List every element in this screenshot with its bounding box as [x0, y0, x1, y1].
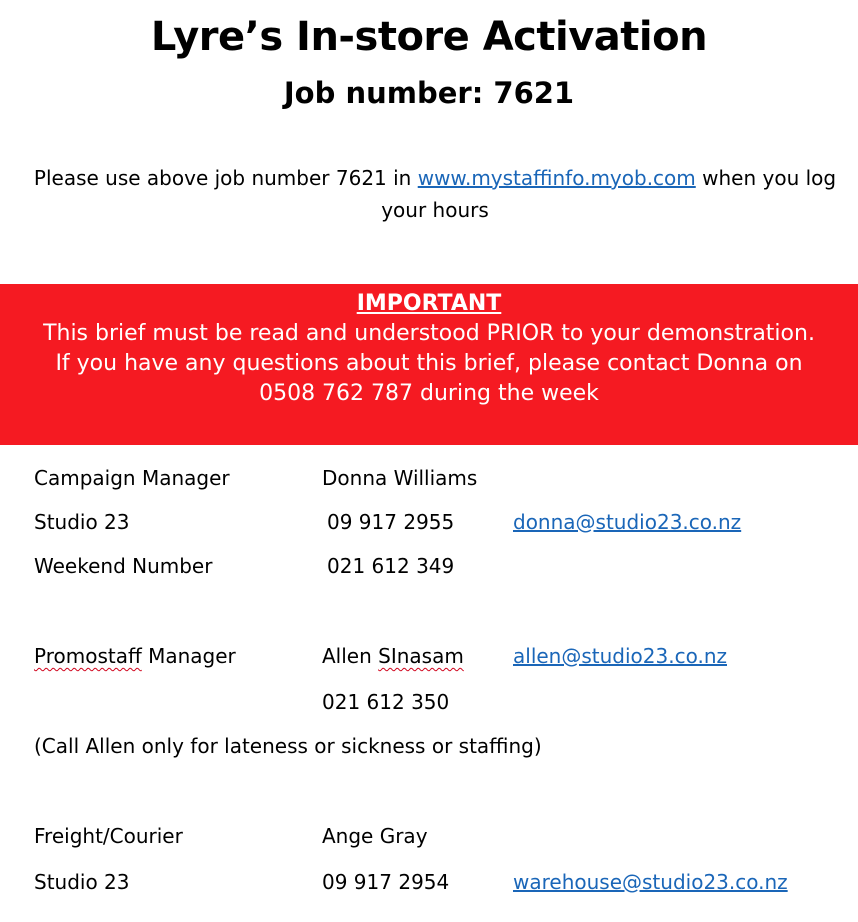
weekend-number: 021 612 349: [327, 554, 455, 578]
promostaff-manager-name: [322, 644, 464, 668]
freight-org: Studio 23: [34, 870, 130, 894]
promostaff-manager-role: [34, 644, 236, 668]
freight-contact-name: Ange Gray: [322, 824, 428, 848]
notice-line-2: If you have any questions about this brief, please contact Donna on: [55, 351, 803, 376]
notice-line-1: This brief must be read and understood PRIOR to your demonstration.: [43, 321, 815, 346]
important-notice-banner: [0, 284, 858, 445]
promostaff-word: Promostaff: [34, 644, 142, 668]
campaign-manager-name: Donna Williams: [322, 466, 478, 490]
intro-paragraph: [30, 162, 840, 226]
intro-text-before: Please use above job number 7621 in: [33, 166, 418, 190]
campaign-phone: 09 917 2955: [327, 510, 455, 534]
freight-courier-role: Freight/Courier: [34, 824, 183, 848]
campaign-manager-role: Campaign Manager: [34, 466, 230, 490]
weekend-number-label: Weekend Number: [34, 554, 213, 578]
intro-text-after: when you log your hours: [381, 166, 837, 222]
manager-word: Manager: [141, 644, 236, 668]
notice-heading: IMPORTANT: [356, 291, 502, 316]
freight-phone: 09 917 2954: [322, 870, 450, 894]
allen-first-name: Allen: [322, 644, 379, 668]
mystaffinfo-link[interactable]: www.mystaffinfo.myob.com: [417, 166, 696, 190]
donna-email-link[interactable]: donna@studio23.co.nz: [513, 510, 742, 534]
campaign-org: Studio 23: [34, 510, 130, 534]
promostaff-note: (Call Allen only for lateness or sickness or staffing): [34, 734, 542, 758]
document-title: Lyre’s In-store Activation: [150, 14, 708, 60]
promostaff-phone: 021 612 350: [322, 690, 450, 714]
allen-email-link[interactable]: allen@studio23.co.nz: [513, 644, 727, 668]
notice-line-3: 0508 762 787 during the week: [259, 381, 599, 406]
job-number: Job number: 7621: [283, 76, 575, 110]
warehouse-email-link[interactable]: warehouse@studio23.co.nz: [513, 870, 788, 894]
allen-surname: SInasam: [378, 644, 464, 668]
